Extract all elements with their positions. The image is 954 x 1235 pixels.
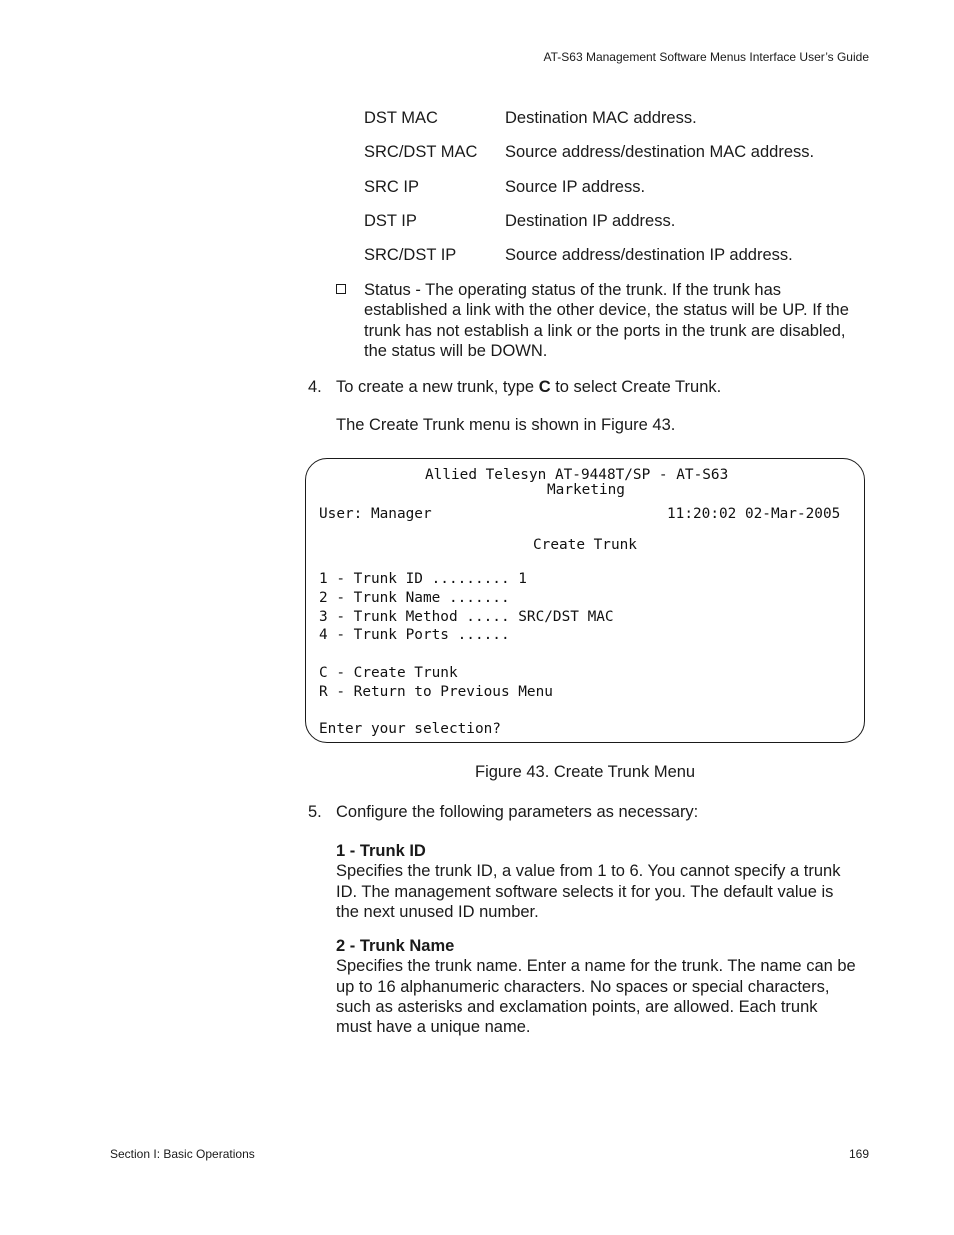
step-text: Configure the following parameters as necessary:: [336, 803, 699, 821]
method-term: SRC IP: [364, 177, 420, 196]
method-term: DST IP: [364, 211, 417, 230]
method-description: Destination MAC address.: [505, 109, 697, 127]
step-number: 4.: [308, 378, 322, 396]
table-row: [364, 141, 814, 175]
param-trunk-name: 2 - Trunk Name Specifies the trunk name. Enter a name for the trunk. The name can be up to 16 alphanumeric characters. No spaces or special characters, such as asterisks and exclamation points, are allowed. Each trunk must have a unique name.: [336, 936, 871, 1037]
param-title: 1 - Trunk ID: [336, 842, 426, 860]
menu-title: Create Trunk: [533, 537, 637, 553]
footer-section: Section I: Basic Operations: [110, 1147, 255, 1161]
location-line: Marketing: [547, 482, 625, 498]
table-row: [364, 244, 814, 278]
terminal-screen: [305, 458, 865, 743]
table-row: [364, 210, 814, 244]
action-return[interactable]: R - Return to Previous Menu: [319, 684, 553, 700]
menu-item-trunk-ports[interactable]: 4 - Trunk Ports ......: [319, 627, 510, 643]
running-header: AT-S63 Management Software Menus Interface User’s Guide: [543, 50, 869, 64]
key-c: C: [538, 378, 551, 396]
selection-prompt[interactable]: Enter your selection?: [319, 721, 501, 737]
table-row: [364, 107, 814, 141]
param-trunk-id: 1 - Trunk ID Specifies the trunk ID, a value from 1 to 6. You cannot specify a trunk ID. The management software selects it for you. The default value is the next unused ID number.: [336, 841, 871, 922]
step-text: To create a new trunk, type C to select Create Trunk.: [336, 378, 722, 396]
time-line: 11:20:02 02-Mar-2005: [667, 506, 841, 522]
table-row: [364, 176, 814, 210]
method-description: Source address/destination MAC address.: [505, 143, 815, 162]
method-description: Source address/destination IP address.: [505, 246, 793, 265]
product-line: Allied Telesyn AT-9448T/SP - AT-S63: [425, 467, 729, 483]
checkbox-bullet-icon: [336, 284, 346, 294]
step-number: 5.: [308, 803, 322, 821]
figure-reference: The Create Trunk menu is shown in Figure 43.: [336, 416, 676, 434]
menu-item-trunk-name[interactable]: 2 - Trunk Name .......: [319, 590, 510, 606]
user-line: User: Manager: [319, 506, 432, 522]
method-term: SRC/DST MAC: [364, 143, 478, 162]
method-term: SRC/DST IP: [364, 246, 457, 265]
method-description: Destination IP address.: [505, 211, 676, 230]
status-bullet: [336, 280, 876, 361]
menu-item-trunk-method[interactable]: 3 - Trunk Method ..... SRC/DST MAC: [319, 609, 614, 625]
method-term: DST MAC: [364, 109, 438, 127]
status-description: Status - The operating status of the trunk. If the trunk has established a link with the other device, the status will be UP. If the trunk has not establish a link or the ports in the trunk are disabled, the status will be DOWN.: [364, 281, 849, 360]
trunk-method-table: [364, 107, 814, 278]
menu-item-trunk-id[interactable]: 1 - Trunk ID ......... 1: [319, 571, 527, 587]
param-title: 2 - Trunk Name: [336, 937, 455, 955]
page-number: 169: [848, 1147, 869, 1161]
method-description: Source IP address.: [505, 177, 646, 196]
action-create-trunk[interactable]: C - Create Trunk: [319, 665, 458, 681]
